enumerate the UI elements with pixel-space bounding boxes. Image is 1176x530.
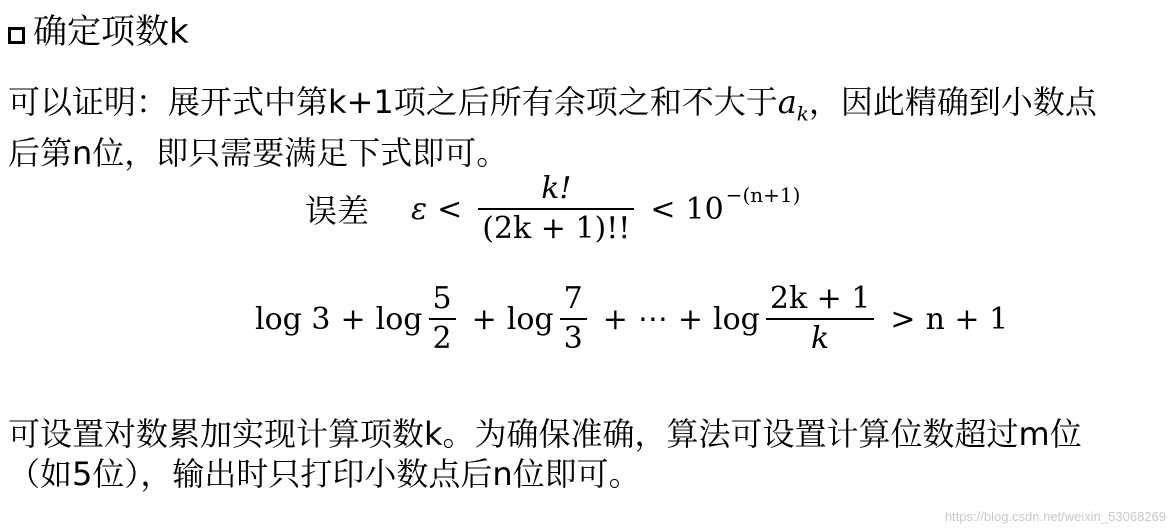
power-exponent: −(n+1) <box>725 183 801 207</box>
error-fraction <box>478 170 634 248</box>
a-k-variable <box>777 83 809 126</box>
epsilon-symbol: ε <box>411 191 428 227</box>
plus-4: + <box>677 301 703 337</box>
error-numerator: k! <box>541 171 572 206</box>
frac4-denominator: k <box>811 321 830 356</box>
k-subscript: k <box>796 101 809 126</box>
error-label: 误差 <box>305 192 370 230</box>
log-term-1: log 3 <box>255 301 331 337</box>
log-4: log <box>712 301 760 337</box>
paragraph-proof-line-1 <box>8 82 1097 133</box>
fraction-5-2 <box>429 280 456 358</box>
heading-text: 确定项数k <box>33 12 189 52</box>
proof-text-after: ，因此精确到小数点 <box>808 83 1097 121</box>
frac3-denominator: 3 <box>563 321 583 356</box>
error-denominator: (2k + 1)!! <box>482 211 631 246</box>
square-bullet-icon <box>8 27 25 44</box>
log-sum-formula <box>255 280 1008 358</box>
log-3: log <box>506 301 554 337</box>
rhs-n-plus-1: n + 1 <box>925 301 1009 337</box>
ellipsis: ⋯ <box>637 301 668 337</box>
log-2: log <box>375 301 423 337</box>
a-var: a <box>777 83 797 121</box>
paragraph-algorithm-line-1: 可设置对数累加实现计算项数k。为确保准确，算法可设置计算位数超过m位 <box>8 415 1082 453</box>
paragraph-algorithm-line-2: （如5位），输出时只打印小数点后n位即可。 <box>8 455 641 493</box>
frac3-numerator: 7 <box>563 281 583 316</box>
plus-3: + <box>602 301 628 337</box>
plus-2: + <box>471 301 497 337</box>
fraction-7-3 <box>560 280 587 358</box>
power-base: 10 <box>685 191 724 227</box>
proof-text-before: 可以证明：展开式中第k+1项之后所有余项之和不大于 <box>8 83 778 121</box>
paragraph-proof-line-2: 后第n位，即只需要满足下式即可。 <box>8 134 509 173</box>
less-than-2: < <box>650 191 676 227</box>
frac4-numerator: 2k + 1 <box>769 281 871 316</box>
paragraph-proof <box>8 82 1097 173</box>
less-than-1: < <box>437 191 463 227</box>
section-heading <box>8 10 189 54</box>
error-bound-formula <box>305 170 800 248</box>
frac2-numerator: 5 <box>432 281 452 316</box>
paragraph-algorithm <box>8 414 1082 494</box>
plus-1: + <box>340 301 366 337</box>
greater-than: > <box>890 301 916 337</box>
watermark-url: https://blog.csdn.net/weixin_53068269 <box>944 509 1166 524</box>
frac2-denominator: 2 <box>432 321 452 356</box>
fraction-2k1-k <box>766 280 875 358</box>
